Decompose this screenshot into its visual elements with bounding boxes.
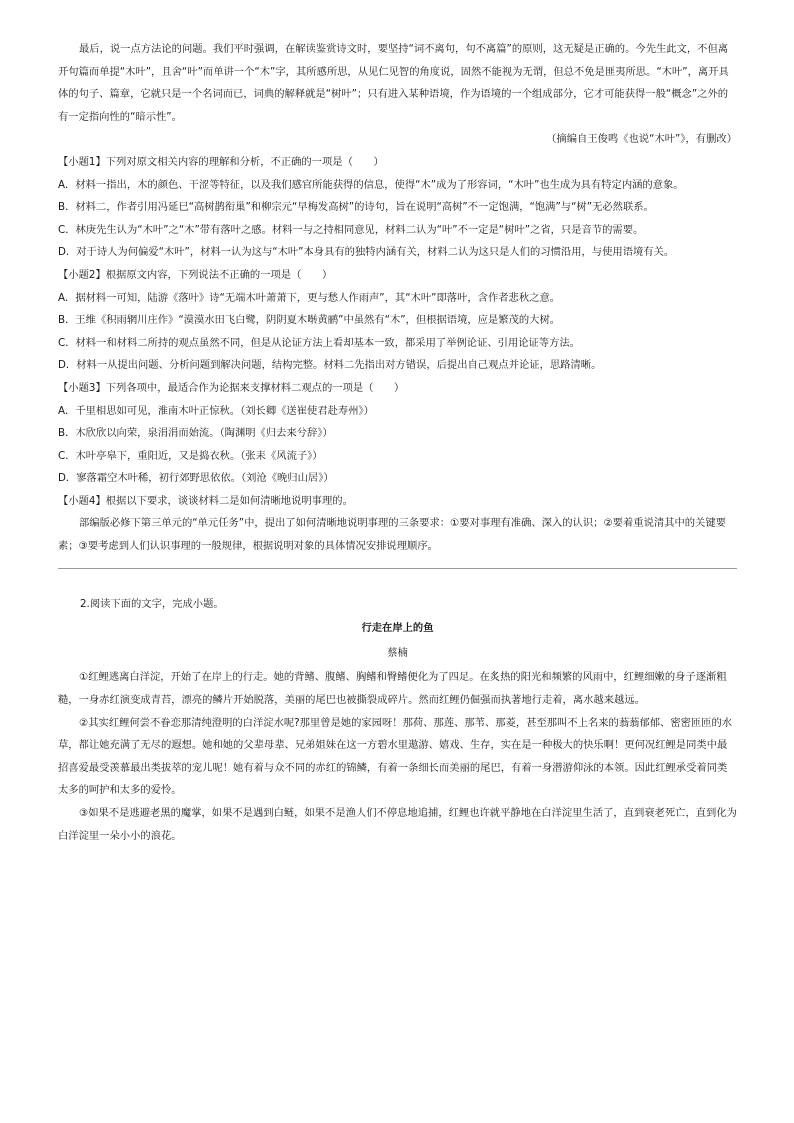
option-d: D．材料一从提出问题、分析问题到解决问题，结构完整。材料二先指出对方错误，后提出自己观点并论证，思路清晰。 xyxy=(58,359,602,372)
option-c: C．材料一和材料二所持的观点虽然不同，但是从论证方法上看却基本一致，都采用了举例论证、引用论证等方法。 xyxy=(58,336,581,349)
question-3 xyxy=(58,377,737,490)
question-2 xyxy=(58,264,737,377)
section-heading: 2.阅读下面的文字，完成小题。 xyxy=(80,597,224,610)
essay-final-paragraph: 最后，说一点方法论的问题。我们平时强调，在解读鉴赏诗文时，要坚持“词不离句，句不离篇”的原则，这无疑是正确的。今先生此文，不但离开句篇而单提“木叶”，且舍“叶”而单讲一个“木”字，其所感所思，从见仁见智的角度说，固然不能视为无谓，但总不免是匪夷所思。“木叶”，离开具体的句子、篇章，它就只是一个名词而已，词典的解释就是“树叶”；只有进入某种语境，作为语境的一个组成部分，它才可能获得一般“概念”之外的有一定指向性的“暗示性”。 xyxy=(58,43,729,123)
question-4 xyxy=(58,490,737,558)
option-a: A．千里相思如可见，淮南木叶正惊秋。（刘长卿《送崔使君赴寿州》） xyxy=(58,404,374,417)
article-paragraph-2: ②其实红鲤何尝不眷恋那清纯澄明的白洋淀水呢?那里曾是她的家园呀！那荷、那莲、那苇、那菱，甚至那叫不上名来的蓊蓊郁郁、密密匝匝的水草，都让她充满了无尽的遐想。她和她的父辈母辈、兄弟姐妹在这一方碧水里遨游、嬉戏、生存，实在是一种极大的快乐啊！更何况红鲤是同类中最招喜爱最受羡慕最出类拔萃的宠儿呢！她有着与众不同的赤红的锦鳞，有着一条细长而美丽的尾巴，有着一身潜游仰泳的本领。因此红鲤承受着同类太多的呵护和太多的爱怜。 xyxy=(58,716,733,797)
option-b: B．王维《积雨辋川庄作》“漠漠水田飞白鹭，阴阴夏木啭黄鹂”中虽然有“木”，但根据语境，应是繁茂的大树。 xyxy=(58,314,561,327)
article-paragraph-3: ③如果不是逃避老黑的魔掌，如果不是遇到白鲢，如果不是渔人们不停息地追捕，红鲤也许就平静地在白洋淀里生活了，直到衰老死亡，直到化为白洋淀里一朵小小的浪花。 xyxy=(58,807,737,842)
question-stem: 【小题3】下列各项中，最适合作为论据来支撑材料二观点的一项是（ ） xyxy=(58,381,405,394)
article-author: 蔡楠 xyxy=(387,646,408,659)
section-divider xyxy=(58,568,737,569)
question-body: 部编版必修下第三单元的“单元任务”中，提出了如何清晰地说明事理的三条要求：①要对事理有准确、深入的认识；②要着重说清其中的关键要素；③要考虑到人们认识事理的一般规律，根据说明对象的具体情况安排说理顺序。 xyxy=(58,517,726,553)
article-title: 行走在岸上的鱼 xyxy=(361,622,434,635)
essay-source-citation: （摘编自王俊鸣《也说“木叶”》，有删改） xyxy=(546,133,737,146)
question-stem: 【小题2】根据原文内容，下列说法不正确的一项是（ ） xyxy=(58,268,333,281)
option-c: C．林庚先生认为“木叶”之“木”带有落叶之感。材料一与之持相同意见，材料二认为“叶”不一定是“树叶”之省，只是音节的需要。 xyxy=(58,223,644,236)
document-page xyxy=(58,38,737,847)
option-a: A．据材料一可知，陆游《落叶》诗“无端木叶萧萧下，更与愁人作雨声”，其“木叶”即落叶，含作者悲秋之意。 xyxy=(58,291,561,304)
section-2 xyxy=(58,593,737,848)
option-b: B．材料二，作者引用冯延巳“高树鹊衔巢”和柳宗元“早梅发高树”的诗句，旨在说明“高树”不一定饱满，“饱满”与“树”无必然联系。 xyxy=(58,201,654,214)
option-d: D．对于诗人为何偏爱“木叶”，材料一认为这与“木叶”本身具有的独特内涵有关，材料二认为这只是人们的习惯沿用，与使用语境有关。 xyxy=(58,246,675,259)
question-stem: 【小题1】下列对原文相关内容的理解和分析，不正确的一项是（ ） xyxy=(58,155,384,168)
option-b: B．木欣欣以向荣，泉涓涓而始流。（陶渊明《归去来兮辞》） xyxy=(58,427,333,440)
question-stem: 【小题4】根据以下要求，谈谈材料二是如何清晰地说明事理的。 xyxy=(58,494,353,507)
option-d: D．寥落霜空木叶稀，初行郊野思依依。（刘沧《晚归山居》） xyxy=(58,472,334,485)
question-1 xyxy=(58,151,737,264)
option-a: A．材料一指出，木的颜色、干涩等特征，以及我们感官所能获得的信息，使得“木”成为了形容词，“木叶”也生成为具有特定内涵的意象。 xyxy=(58,178,684,191)
article-paragraph-1: ①红鲤逃离白洋淀，开始了在岸上的行走。她的背鳍、腹鳍、胸鳍和臀鳍便化为了四足。在炙热的阳光和频繁的风雨中，红鲤细嫩的身子逐渐粗糙，一身赤红演变成青苔，漂亮的鳞片开始脱落，美丽的尾巴也被撕裂成碎片。然而红鲤仍倔强而执著地行走着，离水越来越远。 xyxy=(58,671,727,707)
option-c: C．木叶亭皋下，重阳近，又是捣衣秋。（张耒《风流子》） xyxy=(58,449,323,462)
